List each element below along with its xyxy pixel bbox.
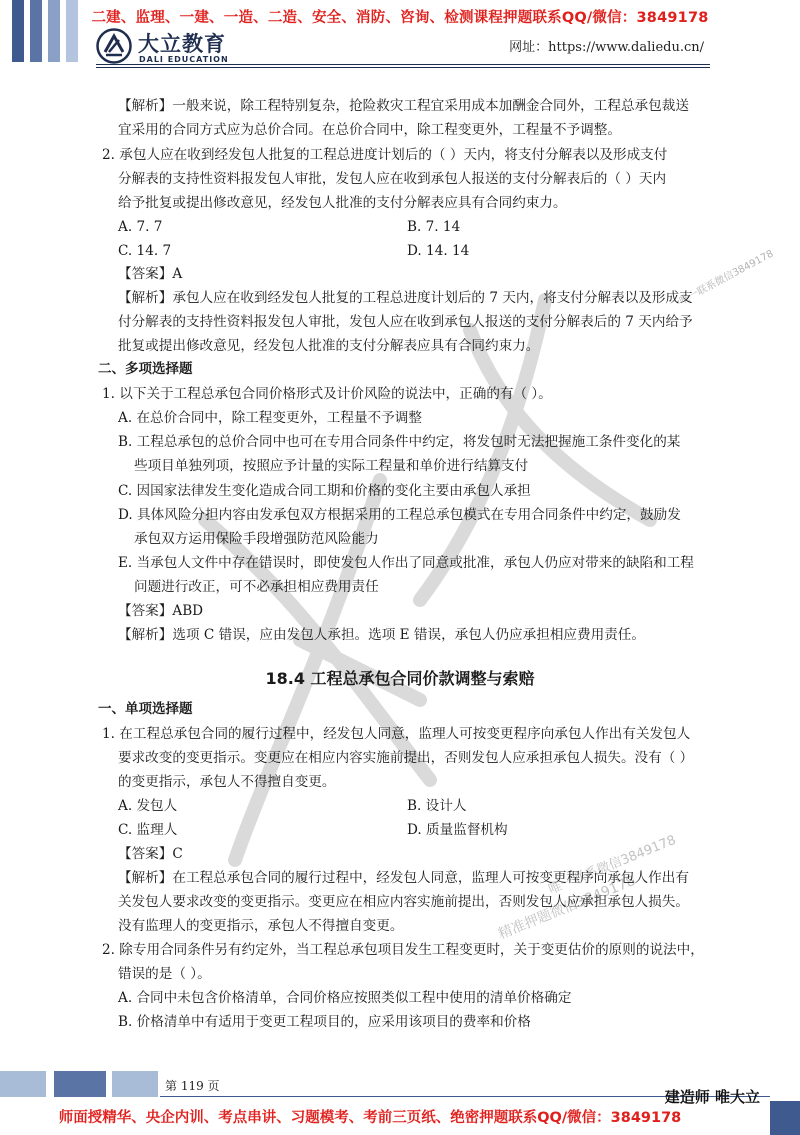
section-heading: 二、多项选择题 [98,361,193,377]
header-rule [96,64,710,65]
logo-english-name: DALI EDUCATION [139,55,229,64]
option-e-cont: 问题进行改正，可不必承担相应费用责任 [134,579,379,595]
option-b: B. 价格清单中有适用于变更工程项目的，应采用该项目的费率和价格 [118,1014,531,1030]
option-c: C. 14. 7 [118,243,172,259]
option-a: A. 合同中未包含价格清单，合同价格应按照类似工程中使用的清单价格确定 [118,990,572,1006]
option-a: A. 发包人 [118,798,178,814]
option-b: B. 设计人 [407,798,467,814]
option-c: C. 监理人 [118,822,178,838]
watermark-contact-1: 唯一联系微信3849178 [677,248,776,308]
analysis-line: 没有监理人的变更指示，承包人不得擅自变更。 [118,918,404,934]
brand-logo [96,28,256,68]
question-stem: 的变更指示，承包人不得擅自变更。 [118,774,336,790]
analysis-line: 批复或提出修改意见，经发包人批准的支付分解表应具有合同约束力。 [118,338,540,354]
analysis-line: 付分解表的支持性资料报发包人审批，发包人应在收到承包人报送的支付分解表后的 7 天内给予 [118,314,693,330]
analysis-line: 【解析】承包人应在收到经发包人批复的工程总进度计划后的 7 天内，将支付分解表以及形成支 [118,290,693,306]
website-url: 网址：https://www.daliedu.cn/ [509,40,704,55]
logo-emblem-icon [96,28,132,64]
answer-line: 【答案】ABD [118,603,204,619]
option-d: D. 质量监督机构 [407,822,508,838]
chapter-section-title: 18.4 工程总承包合同价款调整与索赔 [265,669,535,688]
question-stem: 2. 除专用合同条件另有约定外，当工程总承包项目发生工程变更时，关于变更估价的原则的说法中， [102,942,704,958]
answer-line: 【答案】C [118,846,183,862]
option-c: C. 因国家法律发生变化造成合同工期和价格的变化主要由承包人承担 [118,483,531,499]
question-stem: 2. 承包人应在收到经发包人批复的工程总进度计划后的（ ）天内，将支付分解表以及形成支付 [102,147,668,163]
question-stem: 给予批复或提出修改意见，经发包人批准的支付分解表应具有合同约束力。 [118,195,567,211]
header-promo-text: 二建、监理、一建、一造、二造、安全、消防、咨询、检测课程押题联系QQ/微信：3849178 [91,10,709,26]
option-d: D. 14. 14 [407,243,470,259]
analysis-line: 宜采用的合同方式应为总价合同。在总价合同中，除工程变更外，工程量不予调整。 [118,122,621,138]
footer-promo-text: 师面授精华、央企内训、考点串讲、习题模考、考前三页纸、绝密押题联系QQ/微信：3849178 [58,1110,682,1126]
option-a: A. 7. 7 [118,219,163,235]
analysis-line: 【解析】一般来说，除工程特别复杂，抢险救灾工程宜采用成本加酬金合同外，工程总承包裁送 [118,98,689,114]
logo-chinese-name: 大立教育 [138,32,226,56]
option-b: B. 工程总承包的总价合同中也可在专用合同条件中约定，将发包时无法把握施工条件变化的某 [118,434,681,450]
option-b-cont: 些项目单独列项，按照应予计量的实际工程量和单价进行结算支付 [134,458,529,474]
answer-line: 【答案】A [118,266,183,282]
page-number: 第 119 页 [165,1079,220,1093]
option-d: D. 具体风险分担内容由发承包双方根据采用的工程总承包模式在专用合同条件中约定，鼓励发 [118,507,681,523]
analysis-line: 【解析】选项 C 错误，应由发包人承担。选项 E 错误，承包人仍应承担相应费用责任。 [118,627,645,643]
analysis-line: 【解析】在工程总承包合同的履行过程中，经发包人同意，监理人可按变更程序向承包人作出有 [118,870,689,886]
analysis-line: 关发包人要求改变的变更指示。变更应在相应内容实施前提出，否则发包人应承担承包人损失。 [118,894,689,910]
option-e: E. 当承包人文件中存在错误时，即使发包人作出了同意或批准，承包人仍应对带来的缺陷和工程 [118,555,694,571]
footer-signature: 建造师 唯大立 [664,1088,760,1106]
option-a: A. 在总价合同中，除工程变更外，工程量不予调整 [118,410,422,426]
header-rule-thin [96,67,710,68]
question-stem: 要求改变的变更指示。变更应在相应内容实施前提出，否则发包人应承担承包人损失。没有（ ） [118,750,694,766]
option-d-cont: 承包双方运用保险手段增强防范风险能力 [134,531,379,547]
question-stem: 1. 在工程总承包合同的履行过程中，经发包人同意，监理人可按变更程序向承包人作出有关发包人 [102,726,691,742]
section-heading: 一、单项选择题 [98,701,193,717]
option-b: B. 7. 14 [407,219,461,235]
watermark-contact-2: 唯一联系微信3849178 [546,832,679,898]
watermark-contact-3: 精准押题微信3849178 [496,872,638,943]
question-stem: 分解表的支持性资料报发包人审批，发包人应在收到承包人报送的支付分解表后的（ ）天内 [118,171,667,187]
question-stem: 1. 以下关于工程总承包合同价格形式及计价风险的说法中，正确的有（ ）。 [102,386,552,402]
question-stem: 错误的是（ ）。 [118,966,211,982]
